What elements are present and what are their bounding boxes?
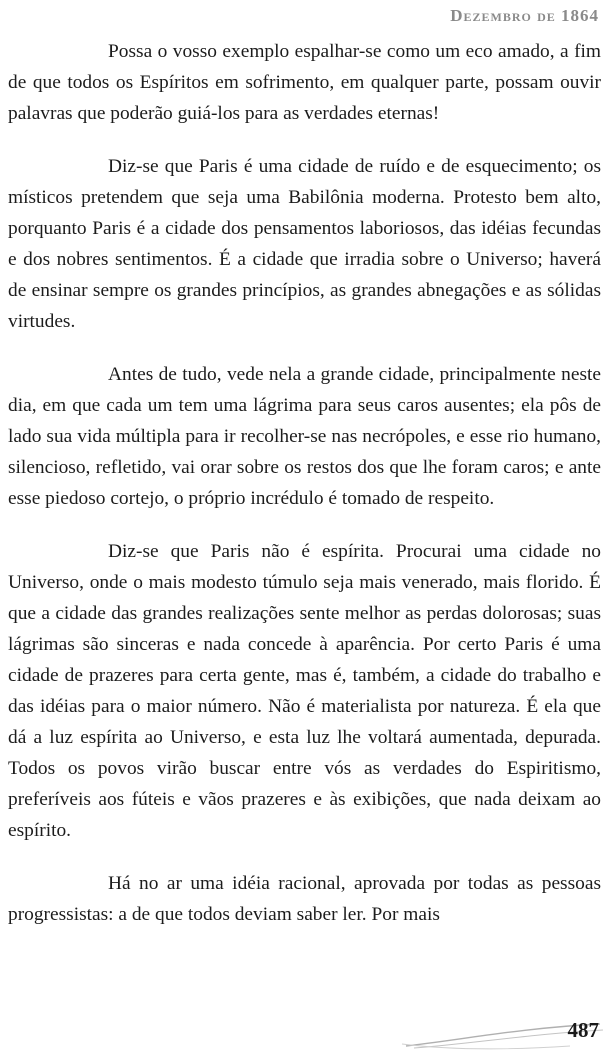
body-text (8, 36, 601, 952)
paragraph-2: Diz-se que Paris é uma cidade de ruído e de esquecimento; os místicos pretendem que seja uma Babilônia moderna. Protesto bem alto, porquanto Paris é a cidade dos pensamentos laboriosos, das idéias fecundas e dos nobres sentimentos. É a cidade que irradia sobre o Universo; haverá de ensinar sempre os grandes princípios, as grandes abnegações e as sólidas virtudes. (8, 156, 601, 332)
paragraph-4: Diz-se que Paris não é espírita. Procurai uma cidade no Universo, onde o mais modesto túmulo seja mais venerado, mais florido. É que a cidade das grandes realizações sente melhor as perdas dolorosas; suas lágrimas são sinceras e nada concede à aparência. Por certo Paris é uma cidade de prazeres para certa gente, mas é, também, a cidade do trabalho e das idéias para o maior número. Não é materialista por natureza. É ela que dá a luz espírita ao Universo, e esta luz lhe voltará aumentada, depurada. Todos os povos virão buscar entre vós as verdades do Espiritismo, preferíveis aos fúteis e vãos prazeres e às exibições, que nada deixam ao espírito. (8, 541, 601, 841)
paragraph-1: Possa o vosso exemplo espalhar-se como um eco amado, a fim de que todos os Espíritos em sofrimento, em qualquer parte, possam ouvir palavras que poderão guiá-los para as verdades eternas! (8, 41, 601, 124)
page-number: 487 (567, 1018, 599, 1042)
paragraph-3: Antes de tudo, vede nela a grande cidade, principalmente neste dia, em que cada um tem uma lágrima para seus caros ausentes; ela pôs de lado sua vida múltipla para ir recolher-se nas necrópoles, e esse rio humano, silencioso, refletido, vai orar sobre os restos dos que lhe foram caros; e ante esse piedoso cortejo, o próprio incrédulo é tomado de respeito. (8, 364, 601, 509)
paragraph-5: Há no ar uma idéia racional, aprovada por todas as pessoas progressistas: a de que todos deviam saber ler. Por mais (8, 873, 601, 925)
running-header: Dezembro de 1864 (450, 6, 599, 25)
